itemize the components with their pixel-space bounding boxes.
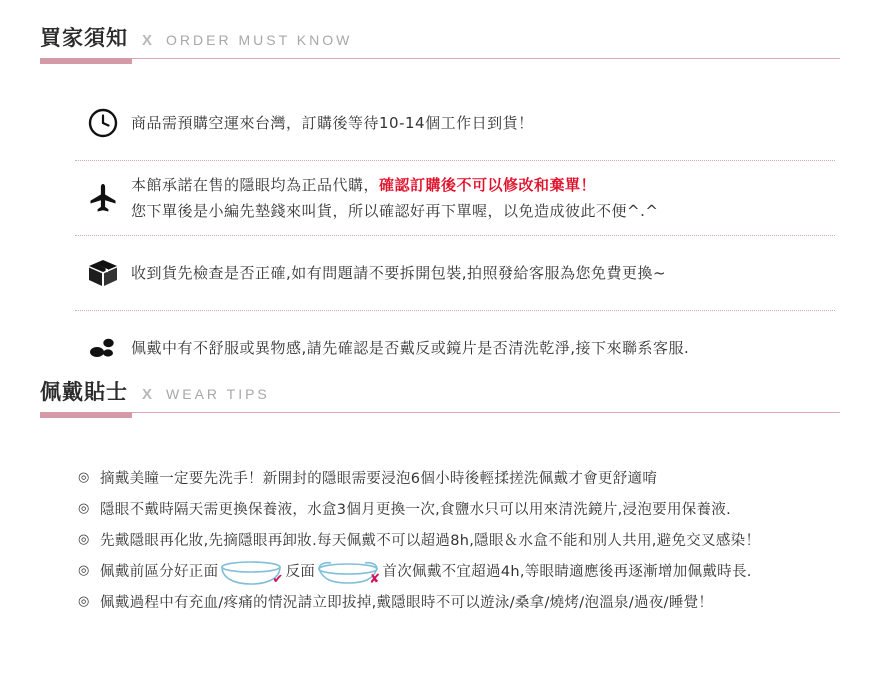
lens-wrong-graphic (315, 560, 382, 586)
notice-text (131, 335, 835, 361)
notice-line-highlight: 確認訂購後不可以修改和棄單！ (379, 176, 597, 194)
notice-text (131, 260, 835, 286)
tip-text: 摘戴美瞳一定要先洗手！新開封的隱眼需要浸泡6個小時後輕揉搓洗佩戴才會更舒適唷 (100, 471, 658, 487)
section-separator-x: X (142, 386, 153, 403)
lens-correct-graphic (218, 560, 285, 586)
section-divider (40, 58, 840, 59)
clock-icon (75, 108, 131, 138)
tip-text-before: 佩戴前區分好正面 (100, 564, 219, 580)
tip-text: 隱眼不戴時隔天需更換保養液，水盒3個月更換一次,食鹽水只可以用來清洗鏡片,浸泡要用保養液. (100, 502, 732, 518)
notice-item (75, 311, 835, 385)
bullet-icon: ◎ (78, 501, 90, 516)
contact-lens-dots-icon (75, 335, 131, 361)
notice-list (75, 86, 835, 385)
tip-text-after: 首次佩戴不宜超過4h,等眼睛適應後再逐漸增加佩戴時長. (382, 564, 752, 580)
notice-item (75, 236, 835, 311)
notice-line: 收到貨先檢查是否正確,如有問題請不要拆開包裝,拍照發給客服為您免費更換~ (131, 264, 667, 282)
package-icon (75, 258, 131, 288)
section-header-row (40, 376, 840, 412)
cross-mark-icon: ✘ (369, 572, 381, 587)
bullet-icon: ◎ (78, 532, 90, 547)
list-item (78, 493, 848, 524)
section-header-wear-tips (40, 376, 840, 413)
bullet-icon: ◎ (78, 594, 90, 609)
notice-line-part: 本館承諾在售的隱眼均為正品代購， (131, 176, 380, 194)
notice-text (131, 172, 835, 224)
section-header-row (40, 22, 840, 58)
check-mark-icon: ✔ (272, 572, 284, 587)
notice-line: 您下單後是小編先墊錢來叫貨，所以確認好再下單喔，以免造成彼此不便^.^ (131, 202, 659, 220)
section-title: 買家須知 (40, 26, 128, 50)
section-subtitle: WEAR TIPS (166, 386, 270, 402)
airplane-icon (75, 182, 131, 214)
notice-text (131, 110, 835, 136)
tip-text: 先戴隱眼再化妝,先摘隱眼再卸妝.每天佩戴不可以超過8h,隱眼＆水盒不能和別人共用,避免交叉感染！ (100, 533, 761, 549)
bullet-icon: ◎ (78, 470, 90, 485)
list-item (78, 524, 848, 555)
notice-line: 佩戴中有不舒服或異物感,請先確認是否戴反或鏡片是否清洗乾淨,接下來聯系客服. (131, 339, 690, 357)
section-divider (40, 412, 840, 413)
list-item (78, 462, 848, 493)
tip-text: 佩戴過程中有充血/疼痛的情況請立即拔掉,戴隱眼時不可以遊泳/桑拿/燒烤/泡溫泉/過夜/睡覺！ (100, 595, 714, 611)
notice-line: 商品需預購空運來台灣，訂購後等待10-14個工作日到貨！ (131, 114, 534, 132)
notice-line (131, 172, 835, 198)
tips-list (78, 462, 848, 617)
list-item (78, 586, 848, 617)
section-header-order-must-know (40, 22, 840, 59)
tip-text-middle: 反面 (285, 564, 316, 580)
list-item (78, 555, 848, 586)
section-title: 佩戴貼士 (40, 380, 128, 404)
notice-item (75, 86, 835, 161)
notice-item (75, 161, 835, 236)
section-subtitle: ORDER MUST KNOW (166, 32, 353, 48)
section-separator-x: X (142, 32, 153, 49)
bullet-icon: ◎ (78, 563, 90, 578)
